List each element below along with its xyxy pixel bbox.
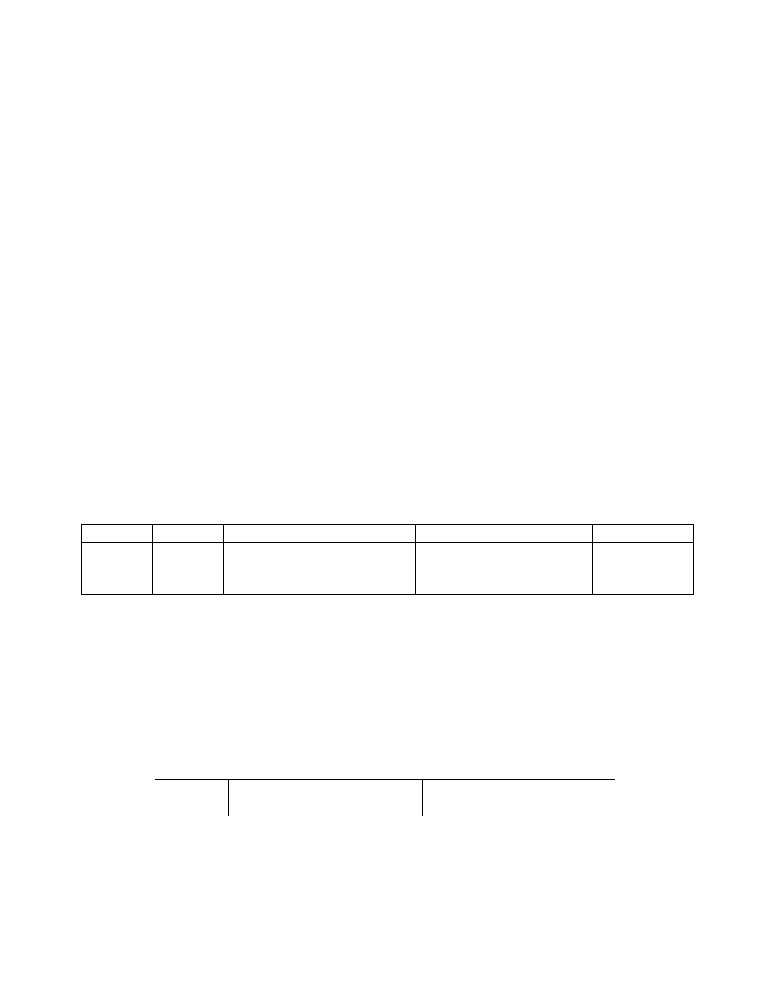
day2-lower-blocks bbox=[155, 779, 615, 816]
place-cell bbox=[229, 780, 423, 816]
events-table bbox=[81, 524, 694, 595]
header-organizer bbox=[592, 525, 693, 543]
province-row bbox=[89, 416, 93, 431]
event-name-cell bbox=[415, 543, 592, 595]
county-row bbox=[89, 446, 93, 461]
organizer-cell bbox=[592, 543, 693, 595]
table-row bbox=[82, 543, 694, 595]
table-row bbox=[155, 779, 615, 816]
status-row bbox=[89, 476, 93, 491]
header-row bbox=[82, 525, 694, 543]
header-name bbox=[415, 525, 592, 543]
header-date bbox=[82, 525, 153, 543]
event-name-cell bbox=[423, 780, 601, 816]
place-cell bbox=[223, 543, 415, 595]
header-time bbox=[152, 525, 223, 543]
time-cell bbox=[155, 780, 229, 816]
time-cell bbox=[152, 543, 223, 595]
header-place bbox=[223, 525, 415, 543]
date-cell bbox=[82, 543, 153, 595]
town-row bbox=[89, 385, 93, 400]
